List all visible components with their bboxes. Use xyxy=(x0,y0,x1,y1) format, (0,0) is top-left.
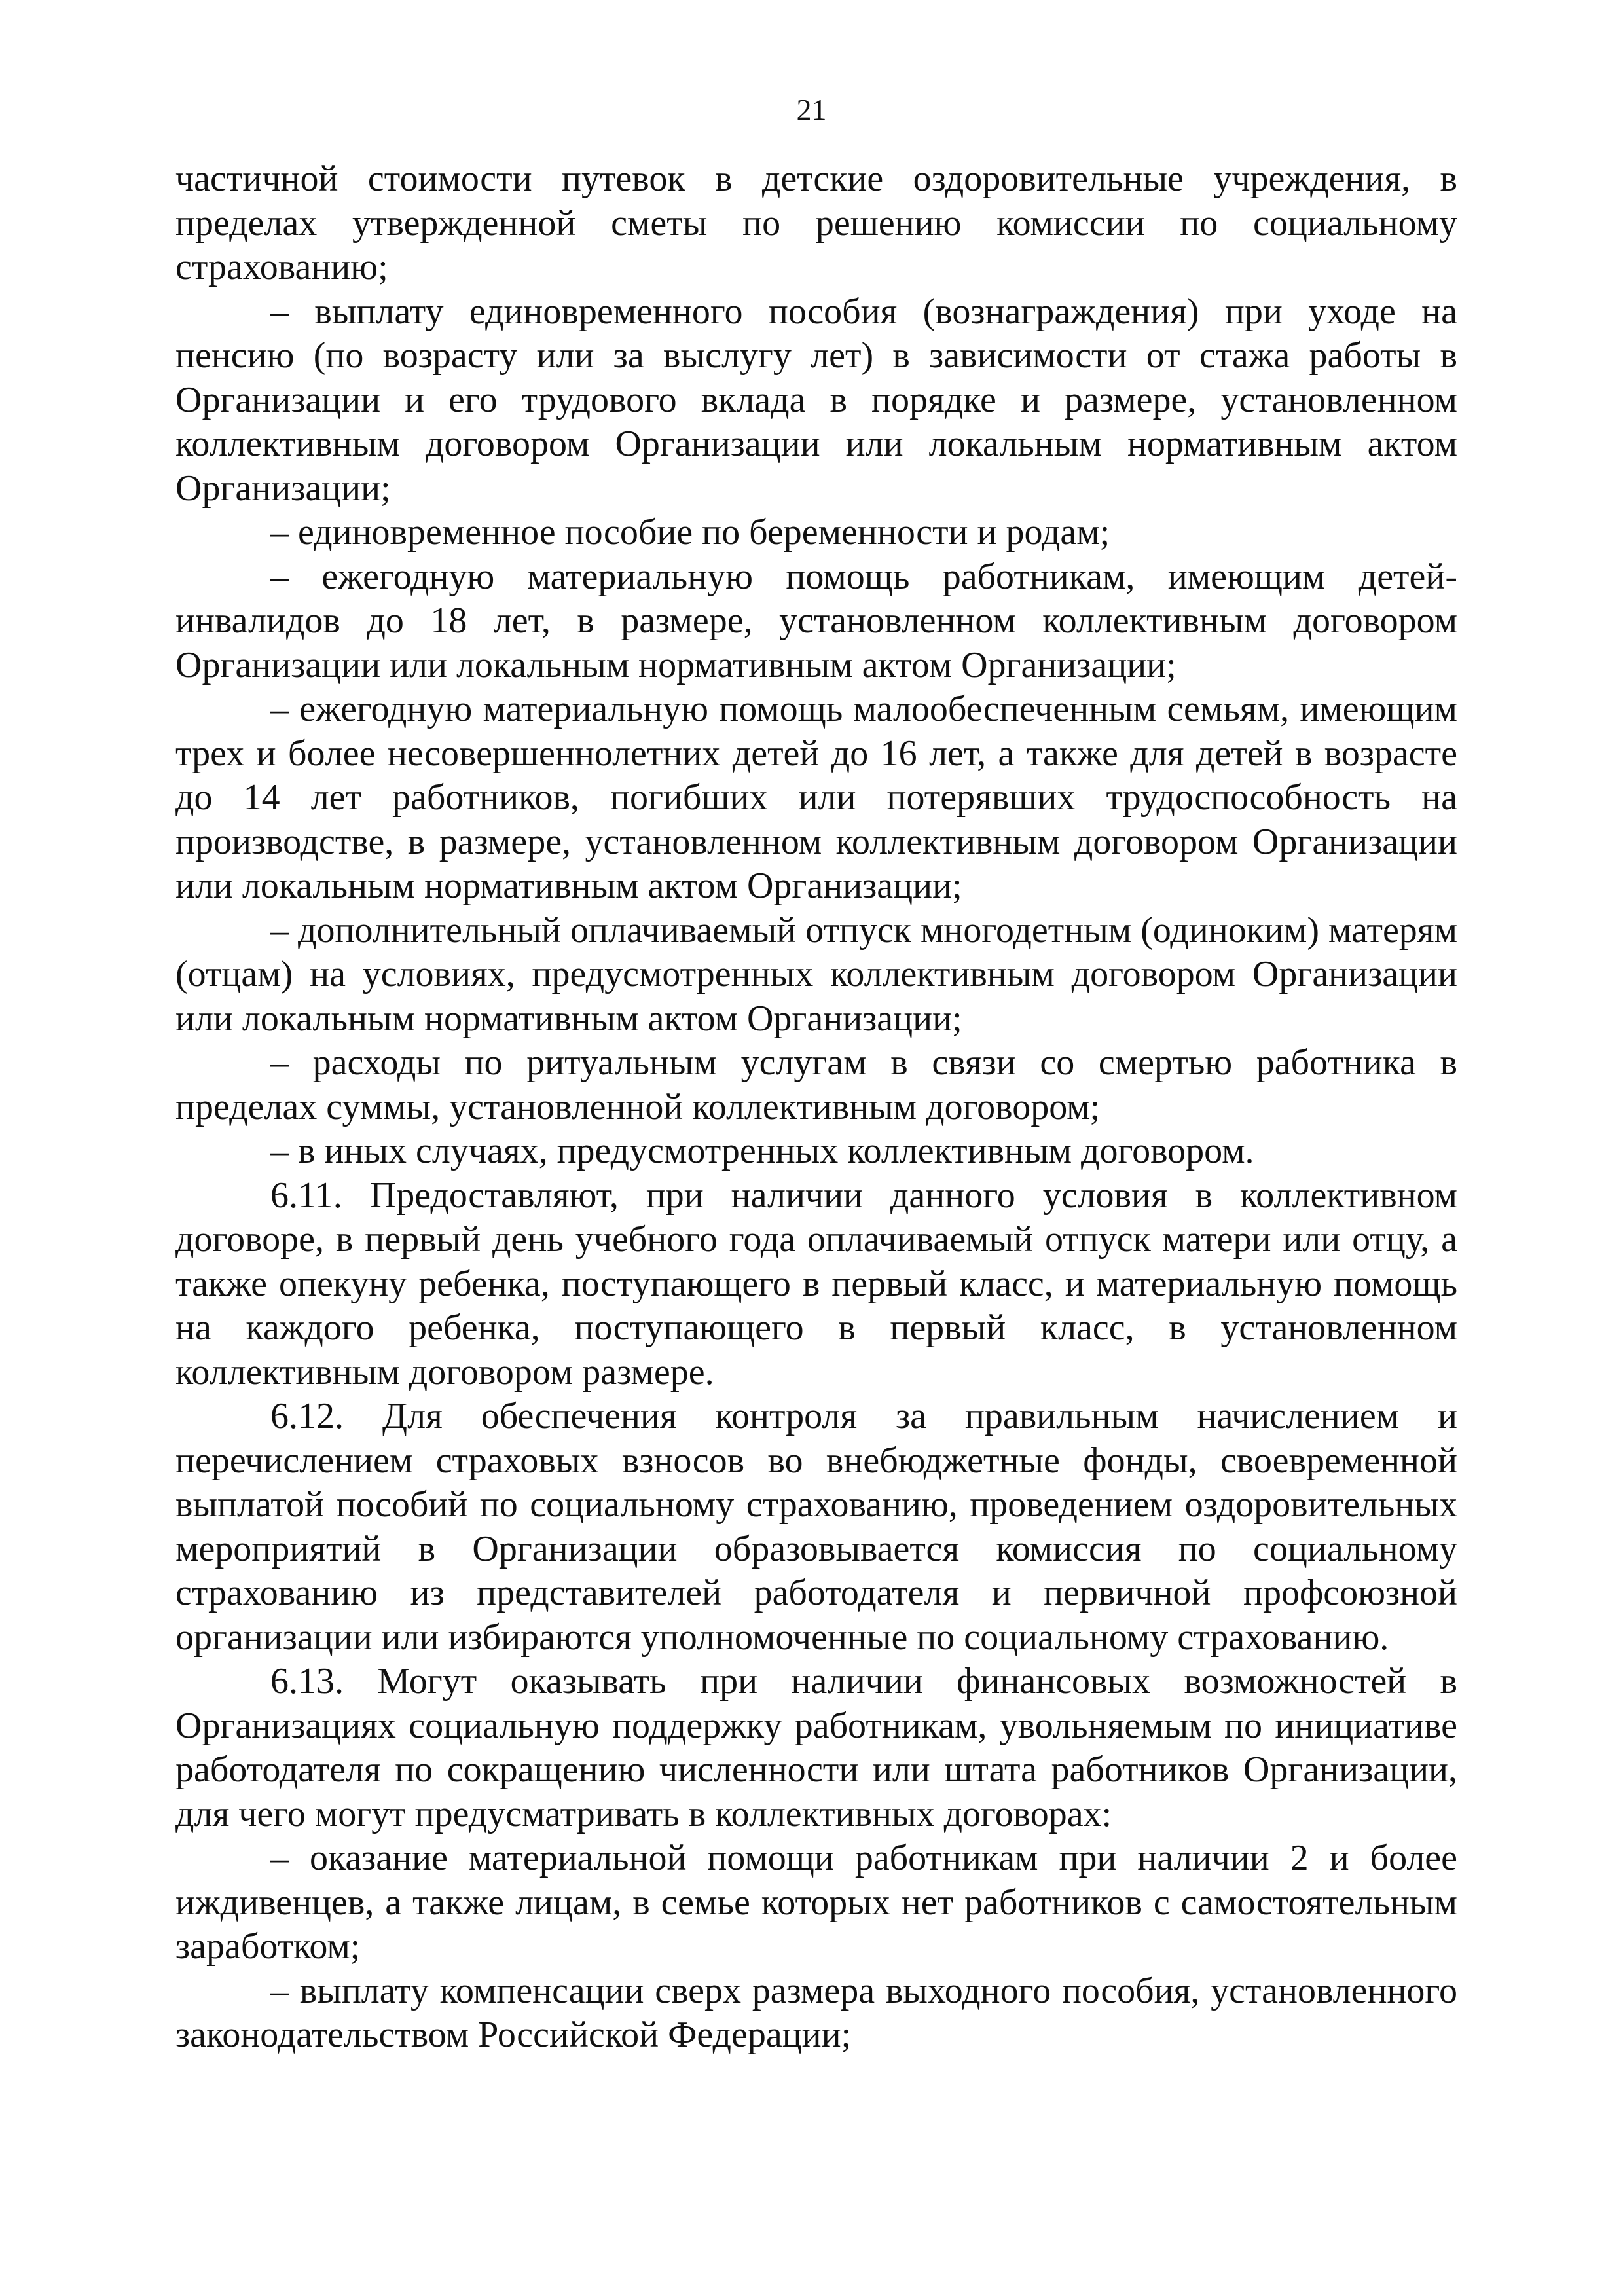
list-item-additional-leave: – дополнительный оплачиваемый отпуск многодетным (одиноким) матерям (отцам) на условиях, предусмотренных коллективным договором Организации или локальным нормативным актом Организации; xyxy=(175,909,1457,1039)
document-body xyxy=(175,157,1457,2058)
list-item-funeral-expenses: – расходы по ритуальным услугам в связи со смертью работника в пределах суммы, установленной коллективным договором; xyxy=(175,1042,1457,1127)
clause-6-13: 6.13. Могут оказывать при наличии финансовых возможностей в Организациях социальную поддержку работникам, увольняемым по инициативе работодателя по сокращению численности или штата работников Организации, для чего могут предусматривать в коллективных договорах: xyxy=(175,1661,1457,1834)
list-item-retirement-allowance: – выплату единовременного пособия (вознаграждения) при уходе на пенсию (по возрасту или за выслугу лет) в зависимости от стажа работы в Организации и его трудового вклада в порядке и размере, установленном коллективным договором Организации или локальным нормативным актом Организации; xyxy=(175,291,1457,509)
list-item-severance-compensation: – выплату компенсации сверх размера выходного пособия, установленного законодательством Российской Федерации; xyxy=(175,1970,1457,2055)
list-item-low-income-families-aid: – ежегодную материальную помощь малообеспеченным семьям, имеющим трех и более несовершеннолетних детей до 16 лет, а также для детей в возрасте до 14 лет работников, погибших или потерявших трудоспособность на производстве, в размере, установленном коллективным договором Организации или локальным нормативным актом Организации; xyxy=(175,689,1457,906)
list-item-maternity-allowance: – единовременное пособие по беременности и родам; xyxy=(270,512,1110,553)
list-item-dependents-aid: – оказание материальной помощи работникам при наличии 2 и более иждивенцев, а также лицам, в семье которых нет работников с самостоятельным заработком; xyxy=(175,1838,1457,1967)
clause-6-12: 6.12. Для обеспечения контроля за правильным начислением и перечислением страховых взносов во внебюджетные фонды, своевременной выплатой пособий по социальному страхованию, проведением оздоровительных мероприятий в Организации образовывается комиссия по социальному страхованию из представителей работодателя и первичной профсоюзной организации или избираются уполномоченные по социальному страхованию. xyxy=(175,1396,1457,1658)
paragraph-continuation: частичной стоимости путевок в детские оздоровительные учреждения, в пределах утвержденной сметы по решению комиссии по социальному страхованию; xyxy=(175,158,1457,287)
clause-6-11: 6.11. Предоставляют, при наличии данного условия в коллективном договоре, в первый день учебного года оплачиваемый отпуск матери или отцу, а также опекуну ребенка, поступающего в первый класс, и материальную помощь на каждого ребенка, поступающего в первый класс, в установленном коллективным договором размере. xyxy=(175,1175,1457,1393)
list-item-other-cases: – в иных случаях, предусмотренных коллективным договором. xyxy=(270,1131,1254,1171)
list-item-disabled-children-aid: – ежегодную материальную помощь работникам, имеющим детей-инвалидов до 18 лет, в размере, установленном коллективным договором Организации или локальным нормативным актом Организации; xyxy=(175,556,1457,685)
page-number: 21 xyxy=(796,93,827,126)
